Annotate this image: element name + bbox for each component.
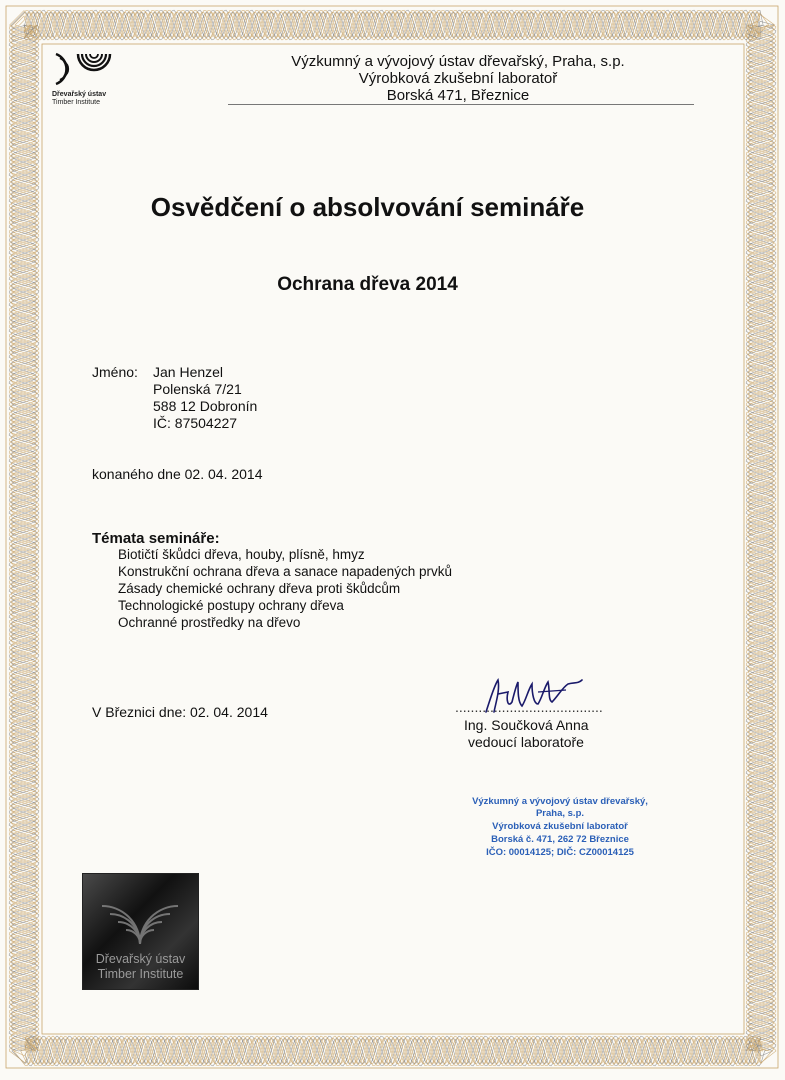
topic-item: Konstrukční ochrana dřeva a sanace napadených prvků <box>118 564 452 579</box>
person-street: Polenská 7/21 <box>153 381 242 397</box>
topic-item: Zásady chemické ochrany dřeva proti škůdcům <box>118 581 401 596</box>
topic-item: Ochranné prostředky na dřevo <box>118 615 301 630</box>
person-name: Jan Henzel <box>153 364 224 380</box>
signatory-name: Ing. Součková Anna <box>464 717 589 733</box>
place-date: V Březnici dne: 02. 04. 2014 <box>92 704 268 720</box>
seminar-name: Ochrana dřeva 2014 <box>277 274 458 295</box>
header-line-1: Výzkumný a vývojový ústav dřevařský, Praha, s.p. <box>291 53 625 70</box>
name-label: Jméno: <box>92 364 138 380</box>
hologram-caption-cz: Dřevařský ústav <box>95 952 186 966</box>
institute-logo-icon <box>52 52 122 86</box>
person-ic: IČ: 87504227 <box>153 415 238 431</box>
person-city: 588 12 Dobronín <box>153 398 258 414</box>
certificate-title: Osvědčení o absolvování semináře <box>150 192 585 222</box>
stamp-line-2: Praha, s.p. <box>535 808 585 819</box>
held-date: konaného dne 02. 04. 2014 <box>92 466 263 482</box>
stamp-line-5: IČO: 00014125; DIČ: CZ00014125 <box>486 847 634 858</box>
topics-heading: Témata semináře: <box>92 530 220 547</box>
hologram-caption-en: Timber Institute <box>97 967 184 981</box>
topic-item: Technologické postupy ochrany dřeva <box>118 598 344 613</box>
hologram-sticker <box>82 873 199 990</box>
stamp-line-4: Borská č. 471, 262 72 Březnice <box>491 834 629 845</box>
institute-logo <box>52 52 132 112</box>
stamp-line-3: Výrobková zkušební laboratoř <box>492 821 628 832</box>
stamp-line-1: Výzkumný a vývojový ústav dřevařský, <box>472 796 648 807</box>
header-divider <box>228 104 694 105</box>
logo-caption-cz: Dřevařský ústav <box>52 91 107 98</box>
header-line-2: Výrobková zkušební laboratoř <box>358 70 558 87</box>
topic-item: Biotičtí škůdci dřeva, houby, plísně, hmyz <box>118 547 365 562</box>
signatory-role: vedoucí laboratoře <box>468 734 584 750</box>
logo-caption-en: Timber Institute <box>52 99 100 106</box>
header-line-3: Borská 471, Březnice <box>386 87 530 104</box>
signature-line: ...................................... <box>455 699 603 715</box>
hologram-logo-icon <box>83 874 198 954</box>
